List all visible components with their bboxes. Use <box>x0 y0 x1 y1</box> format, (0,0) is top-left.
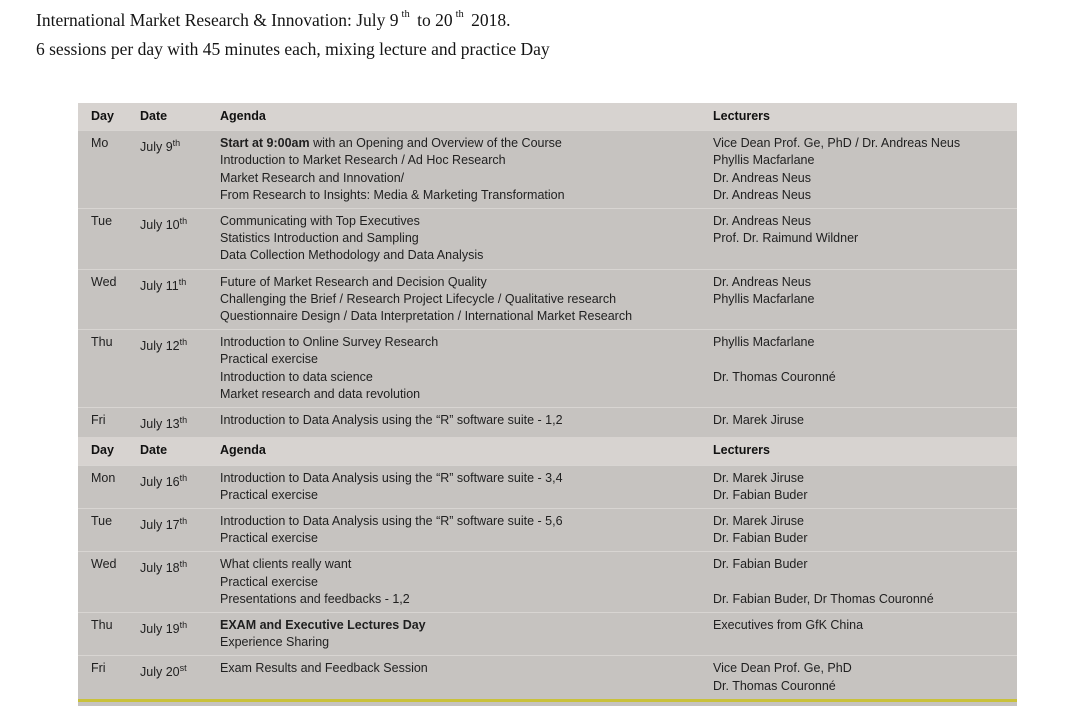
agenda-line <box>220 334 700 351</box>
schedule-row <box>78 269 1017 330</box>
agenda-text: Questionnaire Design / Data Interpretation / International Market Research <box>220 309 633 324</box>
agenda-text: Experience Sharing <box>220 635 330 650</box>
schedule-row <box>78 655 1017 698</box>
date-cell <box>128 131 208 208</box>
lecturers-cell <box>700 552 1017 612</box>
agenda-cell <box>208 466 700 508</box>
agenda-line <box>220 187 700 204</box>
agenda-cell <box>208 656 700 698</box>
lecturer-line: Dr. Marek Jiruse <box>713 413 804 428</box>
day-cell: Wed <box>91 274 117 289</box>
agenda-text: What clients really want <box>220 557 352 572</box>
date-cell <box>128 656 208 698</box>
date-cell <box>128 330 208 407</box>
schedule-row <box>78 551 1017 612</box>
date-cell <box>128 270 208 330</box>
lecturer-line: Dr. Andreas Neus <box>713 170 811 185</box>
agenda-text: Presentations and feedbacks - 1,2 <box>220 591 410 606</box>
lecturers-cell <box>700 466 1017 508</box>
lecturer-line: Prof. Dr. Raimund Wildner <box>713 231 859 246</box>
agenda-line <box>220 230 700 247</box>
agenda-text: From Research to Insights: Media & Marketing Transformation <box>220 187 565 202</box>
lecturer-line: Phyllis Macfarlane <box>713 291 815 306</box>
day-cell: Tue <box>91 214 113 229</box>
lecturer-line: Executives from GfK China <box>713 618 864 633</box>
lecturer-line: Dr. Andreas Neus <box>713 274 811 289</box>
title-text: International Market Research & Innovation: July 9 <box>36 10 399 30</box>
date-superscript: th <box>179 516 188 527</box>
agenda-line <box>220 556 700 573</box>
lecturer-line: Dr. Marek Jiruse <box>713 470 804 485</box>
lecturer-line: Dr. Fabian Buder <box>713 531 808 546</box>
lecturer-line: Dr. Andreas Neus <box>713 187 811 202</box>
agenda-text: Practical exercise <box>220 574 318 589</box>
lecturer-line <box>713 351 1017 368</box>
lecturer-line: Dr. Fabian Buder <box>713 557 808 572</box>
day-cell: Mo <box>91 136 109 151</box>
schedule-row <box>78 130 1017 208</box>
date-text: July 19 <box>140 622 180 637</box>
column-header-date: Date <box>140 443 168 458</box>
lecturer-line: Dr. Thomas Couronné <box>713 369 836 384</box>
agenda-line <box>220 487 700 504</box>
lecturer-line: Vice Dean Prof. Ge, PhD / Dr. Andreas Neus <box>713 136 961 151</box>
agenda-line <box>220 351 700 368</box>
agenda-text: Exam Results and Feedback Session <box>220 661 428 676</box>
agenda-line <box>220 591 700 608</box>
date-text: July 11 <box>140 278 179 293</box>
agenda-cell <box>208 209 700 269</box>
day-cell: Fri <box>91 661 106 676</box>
agenda-text: Statistics Introduction and Sampling <box>220 231 419 246</box>
agenda-text: Practical exercise <box>220 352 318 367</box>
date-superscript: th <box>179 216 188 227</box>
agenda-text: Communicating with Top Executives <box>220 214 420 229</box>
schedule-row <box>78 407 1017 437</box>
agenda-cell <box>208 270 700 330</box>
agenda-line <box>220 308 700 325</box>
agenda-line <box>220 170 700 187</box>
agenda-line <box>220 213 700 230</box>
agenda-line <box>220 247 700 264</box>
schedule-row <box>78 508 1017 551</box>
agenda-text: Introduction to Data Analysis using the “R” software suite - 5,6 <box>220 514 563 529</box>
lecturers-cell <box>700 613 1017 655</box>
date-cell <box>128 613 208 655</box>
schedule-row <box>78 612 1017 655</box>
lecturer-line: Dr. Andreas Neus <box>713 214 811 229</box>
date-superscript: st <box>179 663 187 674</box>
agenda-bold-text: Start at 9:00am <box>220 136 310 151</box>
agenda-text: Future of Market Research and Decision Quality <box>220 274 487 289</box>
agenda-text: Introduction to Market Research / Ad Hoc Research <box>220 153 506 168</box>
agenda-line <box>220 386 700 403</box>
agenda-bold-text: EXAM and Executive Lectures Day <box>220 618 426 633</box>
date-cell <box>128 509 208 551</box>
schedule-row <box>78 329 1017 407</box>
lecturers-cell <box>700 131 1017 208</box>
agenda-text: Market research and data revolution <box>220 386 421 401</box>
date-cell <box>128 552 208 612</box>
lecturer-line: Dr. Thomas Couronné <box>713 678 836 693</box>
document-title <box>36 10 511 31</box>
date-text: July 9 <box>140 140 173 155</box>
date-superscript: th <box>172 138 181 149</box>
lecturer-line: Dr. Marek Jiruse <box>713 514 804 529</box>
title-text: to 20 <box>412 10 453 30</box>
date-superscript: th <box>179 559 188 570</box>
column-header-date: Date <box>140 109 168 123</box>
lecturer-line: Phyllis Macfarlane <box>713 153 815 168</box>
date-text: July 20 <box>140 665 180 680</box>
lecturer-line <box>713 574 1017 591</box>
date-superscript: th <box>179 337 188 348</box>
agenda-line <box>220 617 700 634</box>
lecturer-line: Dr. Fabian Buder <box>713 487 808 502</box>
agenda-text: Market Research and Innovation/ <box>220 170 405 185</box>
agenda-line <box>220 513 700 530</box>
title-text: 2018. <box>466 10 511 30</box>
day-cell: Mon <box>91 470 116 485</box>
lecturers-cell <box>700 656 1017 698</box>
agenda-line <box>220 574 700 591</box>
date-cell <box>128 209 208 269</box>
agenda-line <box>220 135 700 152</box>
agenda-line <box>220 530 700 547</box>
date-text: July 18 <box>140 561 180 576</box>
date-text: July 17 <box>140 518 180 533</box>
date-text: July 16 <box>140 474 180 489</box>
schedule-table <box>78 103 1017 706</box>
table-header-row <box>78 437 1017 464</box>
schedule-row <box>78 465 1017 508</box>
table-footer-strip <box>78 702 1017 706</box>
table-header-row <box>78 103 1017 130</box>
agenda-cell <box>208 131 700 208</box>
document-subtitle: 6 sessions per day with 45 minutes each, mixing lecture and practice Day <box>36 39 550 59</box>
lecturers-cell <box>700 209 1017 269</box>
agenda-text: Introduction to Data Analysis using the “R” software suite - 1,2 <box>220 413 563 428</box>
date-text: July 12 <box>140 339 180 354</box>
column-header-agenda: Agenda <box>220 109 266 123</box>
agenda-line <box>220 634 700 651</box>
agenda-line <box>220 660 700 677</box>
agenda-text: Introduction to Data Analysis using the “R” software suite - 3,4 <box>220 470 563 485</box>
agenda-line <box>220 470 700 487</box>
date-text: July 13 <box>140 417 180 432</box>
column-header-agenda: Agenda <box>220 443 266 458</box>
day-cell: Thu <box>91 335 113 350</box>
day-cell: Thu <box>91 618 113 633</box>
agenda-line <box>220 291 700 308</box>
lecturers-cell <box>700 509 1017 551</box>
column-header-day: Day <box>91 109 114 123</box>
agenda-cell <box>208 509 700 551</box>
agenda-text: with an Opening and Overview of the Course <box>309 136 562 151</box>
agenda-line <box>220 369 700 386</box>
date-cell <box>128 408 208 437</box>
lecturers-cell <box>700 408 1017 437</box>
lecturer-line: Phyllis Macfarlane <box>713 335 815 350</box>
agenda-text: Introduction to data science <box>220 369 373 384</box>
date-superscript: th <box>178 276 187 287</box>
date-superscript: th <box>179 415 188 426</box>
date-text: July 10 <box>140 218 180 233</box>
agenda-cell <box>208 330 700 407</box>
column-header-lecturers: Lecturers <box>713 109 770 123</box>
column-header-lecturers: Lecturers <box>713 443 770 458</box>
lecturer-line: Vice Dean Prof. Ge, PhD <box>713 661 852 676</box>
agenda-text: Practical exercise <box>220 531 318 546</box>
agenda-cell <box>208 408 700 437</box>
date-cell <box>128 466 208 508</box>
agenda-text: Challenging the Brief / Research Project Lifecycle / Qualitative research <box>220 291 617 306</box>
lecturers-cell <box>700 330 1017 407</box>
day-cell: Fri <box>91 413 106 428</box>
agenda-text: Practical exercise <box>220 487 318 502</box>
agenda-line <box>220 412 700 429</box>
day-cell: Tue <box>91 514 113 529</box>
agenda-line <box>220 274 700 291</box>
date-superscript: th <box>179 620 188 631</box>
date-superscript: th <box>179 472 188 483</box>
lecturers-cell <box>700 270 1017 330</box>
agenda-cell <box>208 613 700 655</box>
title-superscript: th <box>401 9 410 21</box>
schedule-row <box>78 208 1017 269</box>
agenda-text: Data Collection Methodology and Data Analysis <box>220 248 484 263</box>
column-header-day: Day <box>91 443 114 458</box>
agenda-cell <box>208 552 700 612</box>
agenda-text: Introduction to Online Survey Research <box>220 335 439 350</box>
agenda-line <box>220 152 700 169</box>
lecturer-line: Dr. Fabian Buder, Dr Thomas Couronné <box>713 591 934 606</box>
title-superscript: th <box>455 9 464 21</box>
day-cell: Wed <box>91 557 117 572</box>
